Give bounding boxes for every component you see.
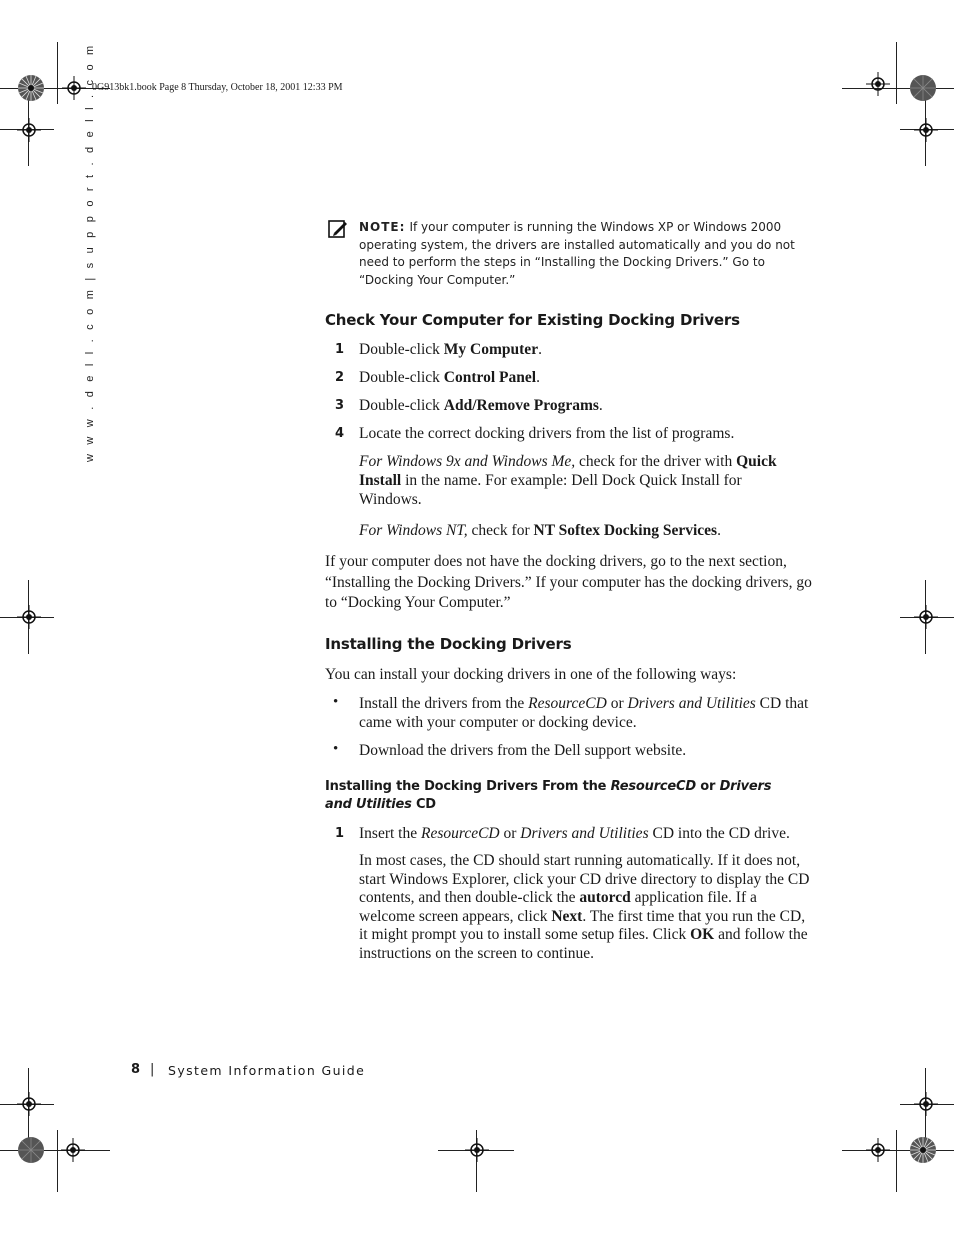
star-target-icon bbox=[909, 74, 937, 102]
cd-instructions-paragraph: In most cases, the CD should start running automatically. If it does not, start Windows Explorer, click your CD drive directory to display the CD contents, and then double-click the autorcd application file. If a welcome screen appears, click Next. The first time that you run the CD, it might prompt you to install some setup files. Click OK and follow the instructions on the screen to continue. bbox=[359, 852, 810, 962]
step-text: Locate the correct docking drivers from the list of programs. bbox=[359, 425, 735, 442]
star-target-icon bbox=[909, 1136, 937, 1164]
list-item: Install the drivers from the ResourceCD or Drivers and Utilities CD that came with your computer or docking device. bbox=[359, 695, 809, 731]
note-block bbox=[359, 219, 819, 289]
note-label: NOTE: bbox=[359, 220, 406, 234]
registration-mark-icon bbox=[17, 1092, 41, 1116]
registration-mark-icon bbox=[17, 118, 41, 142]
bullet-dot: • bbox=[333, 741, 339, 757]
registration-mark-icon bbox=[866, 72, 890, 96]
registration-mark-icon bbox=[61, 1138, 85, 1162]
note-text: If your computer is running the Windows XP or Windows 2000 operating system, the drivers are installed automatically and you do not need to perform the steps in “Installing the Docking Drivers.” Go to “Docking Your Computer.” bbox=[359, 220, 795, 287]
registration-mark-icon bbox=[866, 1138, 890, 1162]
step-text: Double-click Add/Remove Programs. bbox=[359, 397, 603, 414]
registration-mark-icon bbox=[914, 1092, 938, 1116]
pencil-note-icon bbox=[328, 219, 348, 239]
registration-mark-icon bbox=[465, 1138, 489, 1162]
book-info-header: 0G913bk1.book Page 8 Thursday, October 18, 2001 12:33 PM bbox=[92, 82, 343, 93]
step-number: 3 bbox=[335, 398, 345, 413]
registration-mark-icon bbox=[914, 605, 938, 629]
step-number: 2 bbox=[335, 370, 345, 385]
sub-instruction-windows-nt: For Windows NT, check for NT Softex Docking Services. bbox=[359, 522, 721, 539]
subsection-heading-resourcecd: Installing the Docking Drivers From the ResourceCD or Drivers and Utilities CD bbox=[325, 779, 772, 812]
star-target-icon bbox=[17, 74, 45, 102]
section-heading-check-drivers: Check Your Computer for Existing Docking Drivers bbox=[325, 311, 740, 329]
footer-guide-title: System Information Guide bbox=[168, 1063, 366, 1078]
step-number: 4 bbox=[335, 426, 345, 441]
bullet-dot: • bbox=[333, 694, 339, 710]
intro-text: You can install your docking drivers in one of the following ways: bbox=[325, 666, 737, 683]
star-target-icon bbox=[17, 1136, 45, 1164]
registration-mark-icon bbox=[914, 118, 938, 142]
sub-instruction-windows-9x: For Windows 9x and Windows Me, check for the driver with Quick Install in the name. For example: Dell Dock Quick Install for Windows. bbox=[359, 453, 777, 508]
step-number: 1 bbox=[335, 342, 345, 357]
registration-mark-icon bbox=[17, 605, 41, 629]
step-number: 1 bbox=[335, 826, 345, 841]
step-text: Double-click My Computer. bbox=[359, 341, 542, 358]
paragraph-next-section: If your computer does not have the docking drivers, go to the next section, “Installing the Docking Drivers.” If your computer has the docking drivers, go to “Docking Your Computer.” bbox=[325, 553, 812, 611]
side-url: w w w . d e l l . c o m | s u p p o r t . d e l l . c o m bbox=[84, 42, 96, 462]
page-number: 8 bbox=[131, 1062, 141, 1077]
step-text: Double-click Control Panel. bbox=[359, 369, 540, 386]
list-item: Download the drivers from the Dell support website. bbox=[359, 742, 687, 759]
registration-mark-icon bbox=[62, 76, 86, 100]
section-heading-installing: Installing the Docking Drivers bbox=[325, 635, 572, 653]
footer-separator: | bbox=[150, 1062, 155, 1077]
step-text: Insert the ResourceCD or Drivers and Utilities CD into the CD drive. bbox=[359, 825, 790, 842]
